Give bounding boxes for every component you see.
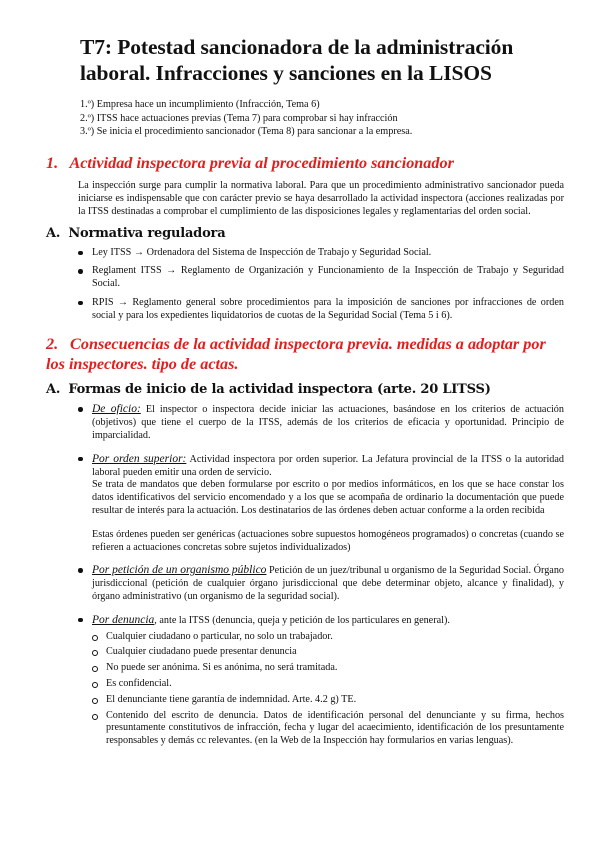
sublist-item-text: Es confidencial. — [106, 678, 172, 690]
denuncia-sublist — [92, 631, 564, 748]
sub-a-title: Formas de inicio de la actividad inspectora (arte. 20 LITSS) — [68, 382, 491, 398]
list-item-oficio — [78, 403, 564, 442]
intro-step: 2.º) ITSS hace actuaciones previas (Tema 7) para comprobar si hay infracción — [80, 112, 398, 124]
section-2-title: Consecuencias de la actividad inspectora previa. medidas a adoptar por los inspectores. tipo de actas. — [46, 335, 546, 374]
bullet-icon — [78, 269, 83, 274]
sublist-item-text: Cualquier ciudadano puede presentar denuncia — [106, 646, 297, 658]
bullet-icon — [78, 407, 83, 412]
list-item-denuncia — [78, 614, 564, 748]
sublist-item — [92, 710, 564, 748]
circle-bullet-icon — [92, 635, 98, 641]
section-1-paragraph: La inspección surge para cumplir la normativa laboral. Para que un procedimiento administrativo sancionador pueda iniciarse es indispensable que con carácter previo se haya desarrollado la actividad inspectora (acciones realizadas por la ITSS destinadas a comprobar el cumplimiento de las disposiciones legales y reglamentarias del orden social. — [78, 179, 564, 217]
oficio-lead: De oficio: — [92, 403, 141, 416]
normativa-list — [46, 247, 564, 323]
section-1-sub-a-heading — [46, 226, 564, 241]
sublist-item — [92, 662, 564, 675]
intro-steps — [80, 98, 564, 139]
list-item-text: RPIS → Reglamento general sobre procedimientos para la imposición de sanciones por infracciones de orden social y para los expedientes liquidatorios de cuotas de la Seguridad Social (Tema 5 i 6). — [92, 296, 564, 321]
list-item-text: Ley ITSS → Ordenadora del Sistema de Inspección de Trabajo y Seguridad Social. — [92, 246, 432, 258]
list-item-text: Reglament ITSS → Reglamento de Organización y Funcionamiento de la Inspección de Trabajo y Seguridad Social. — [92, 265, 564, 290]
bullet-icon — [78, 251, 83, 256]
sub-a-letter: A. — [46, 382, 61, 398]
orden-paragraph-2: Se trata de mandatos que deben formularse por escrito o por medios informáticos, en los que se hace constar los datos identificativos del servicio encomendado y a los que se acompaña de ordinario la documentación que puede resultar de interés para la actuación. Los destinatarios de las órdenes deben actuar conforme a la orden recibida — [92, 479, 564, 517]
sublist-item-text: Contenido del escrito de denuncia. Datos de identificación personal del denunciante y su firma, hechos presuntamente constitutivos de infracción, fecha y lugar del acaecimiento, identificación de los presuntamente responsables y demás cc relevantes. (en la Web de la Inspección hay formularios en varias lenguas). — [106, 709, 564, 747]
denuncia-text: , ante la ITSS (denuncia, queja y petición de los particulares en general). — [154, 614, 450, 626]
oficio-text: El inspector o inspectora decide iniciar las actuaciones, basándose en los criterios de actuación (objetivos) que tiene el cuerpo de la ITSS, además de los criterios de eficacia y oportunidad. Principio de imparcialidad. — [92, 404, 564, 442]
section-1-title: Actividad inspectora previa al procedimiento sancionador — [69, 153, 454, 172]
circle-bullet-icon — [92, 698, 98, 704]
circle-bullet-icon — [92, 666, 98, 672]
sublist-item — [92, 678, 564, 691]
bullet-icon — [78, 301, 83, 306]
sub-a-title: Normativa reguladora — [68, 225, 226, 241]
orden-text: Actividad inspectora por orden superior. La Jefatura provincial de la ITSS o la autoridad laboral pueden emitir una orden de servicio. — [92, 453, 564, 478]
list-item — [78, 247, 564, 260]
list-item-orden — [78, 453, 564, 555]
section-1-number: 1. — [46, 153, 59, 172]
peticion-lead: Por petición de un organismo público — [92, 564, 267, 577]
circle-bullet-icon — [92, 650, 98, 656]
sublist-item-text: Cualquier ciudadano o particular, no solo un trabajador. — [106, 630, 333, 642]
orden-paragraph-3: Estas órdenes pueden ser genéricas (actuaciones sobre supuestos homogéneos programados) o concretas (cuando se refieren a actuaciones concretas sobre sujetos individualizados) — [92, 528, 564, 553]
sublist-item — [92, 631, 564, 644]
intro-step: 1.º) Empresa hace un incumplimiento (Infracción, Tema 6) — [80, 99, 320, 110]
bullet-icon — [78, 568, 83, 573]
sub-a-letter: A. — [46, 225, 61, 241]
sublist-item-text: No puede ser anónima. Si es anónima, no será tramitada. — [106, 662, 338, 674]
intro-step: 3.º) Se inicia el procedimiento sancionador (Tema 8) para sancionar a la empresa. — [80, 126, 413, 137]
list-item-peticion — [78, 564, 564, 603]
document-title: T7: Potestad sancionadora de la administración laboral. Infracciones y sanciones en la LISOS — [80, 35, 514, 85]
list-item — [78, 297, 564, 323]
list-item — [78, 265, 564, 291]
sublist-item-text: El denunciante tiene garantía de indemnidad. Arte. 4.2 g) TE. — [106, 693, 357, 705]
sublist-item — [92, 694, 564, 707]
circle-bullet-icon — [92, 682, 98, 688]
section-2-number: 2. — [46, 335, 59, 354]
circle-bullet-icon — [92, 714, 98, 720]
section-2-sub-a-heading — [46, 382, 564, 397]
section-1-heading — [46, 153, 564, 173]
sublist-item — [92, 646, 564, 659]
bullet-icon — [78, 618, 83, 623]
denuncia-lead: Por denuncia — [92, 613, 155, 626]
bullet-icon — [78, 457, 83, 462]
formas-inicio-list — [46, 403, 564, 748]
orden-lead: Por orden superior: — [92, 452, 187, 465]
peticion-text: Petición de un juez/tribunal u organismo de la Seguridad Social. Órgano jurisdiccional (petición de cualquier órgano jurisdiccional que debe determinar objeto, alcance y finalidad), y órgano administrativo (un organismo de la seguridad social). — [92, 565, 565, 603]
spacer — [92, 518, 564, 529]
section-2-heading — [46, 334, 564, 374]
